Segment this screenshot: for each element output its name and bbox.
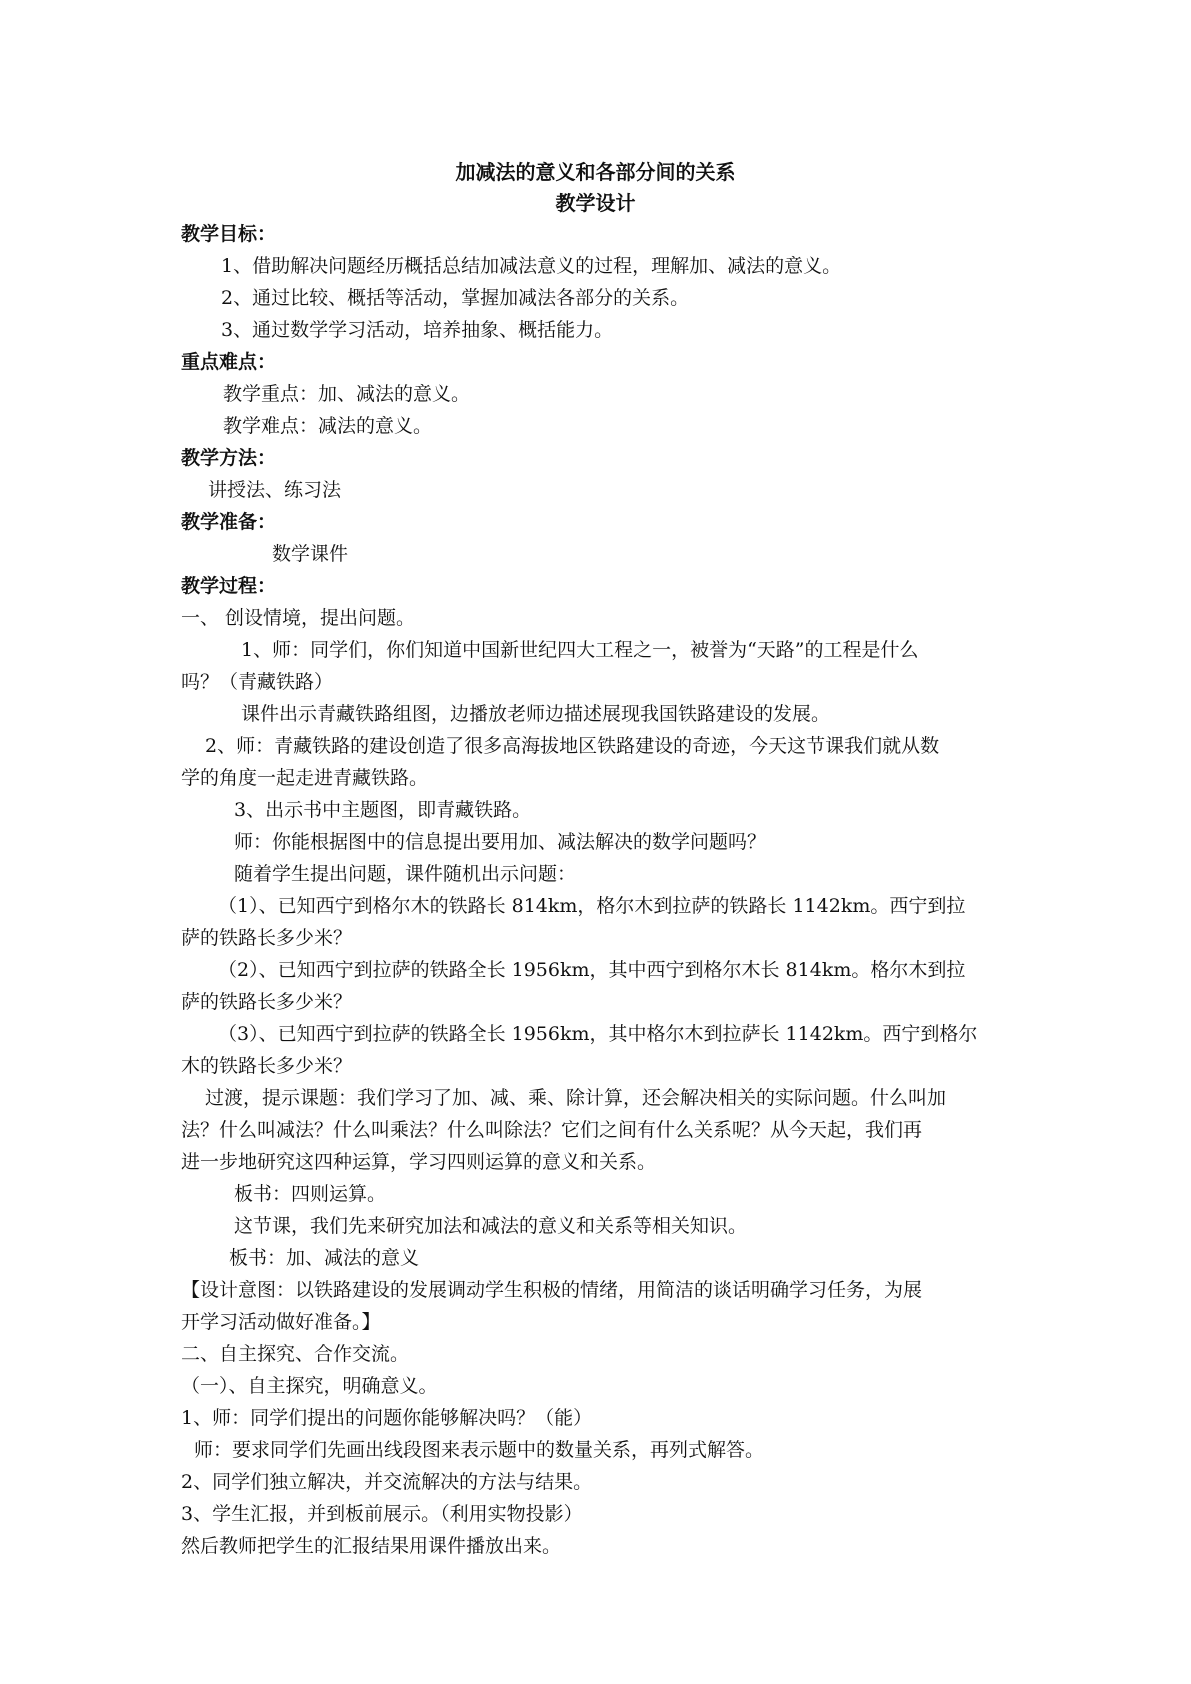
- body-line: 师：你能根据图中的信息提出要用加、减法解决的数学问题吗？: [234, 831, 767, 853]
- body-line: 课件出示青藏铁路组图，边播放老师边描述展现我国铁路建设的发展。: [241, 703, 831, 725]
- section-heading: 教学准备：: [181, 511, 277, 533]
- body-line: 1、师：同学们，你们知道中国新世纪四大工程之一，被誉为“天路”的工程是什么: [241, 639, 919, 661]
- body-line: 学的角度一起走进青藏铁路。: [181, 767, 429, 789]
- body-line: 过渡，提示课题：我们学习了加、减、乘、除计算，还会解决相关的实际问题。什么叫加: [205, 1087, 947, 1109]
- body-line: （2）、已知西宁到拉萨的铁路全长 1956km，其中西宁到格尔木长 814km。格尔木到拉: [218, 959, 966, 981]
- body-line: 法？什么叫减法？什么叫乘法？什么叫除法？它们之间有什么关系呢？从今天起，我们再: [181, 1119, 923, 1141]
- body-line: 教学重点：加、减法的意义。: [223, 383, 471, 405]
- body-line: 吗？（青藏铁路）: [181, 671, 334, 693]
- body-line: 板书：四则运算。: [234, 1183, 387, 1205]
- body-line: 2、师：青藏铁路的建设创造了很多高海拔地区铁路建设的奇迹，今天这节课我们就从数: [205, 735, 940, 757]
- section-heading: 教学目标：: [181, 223, 277, 245]
- body-line: 3、出示书中主题图，即青藏铁路。: [234, 799, 532, 821]
- section-heading: 教学方法：: [181, 447, 277, 469]
- body-line: 1、借助解决问题经历概括总结加减法意义的过程，理解加、减法的意义。: [221, 255, 842, 277]
- body-line: 萨的铁路长多少米？: [181, 927, 353, 949]
- body-line: 教学难点：减法的意义。: [223, 415, 433, 437]
- body-line: （3）、已知西宁到拉萨的铁路全长 1956km，其中格尔木到拉萨长 1142km。西宁到格尔: [218, 1023, 978, 1045]
- body-line: 师：要求同学们先画出线段图来表示题中的数量关系，再列式解答。: [194, 1439, 765, 1461]
- body-line: 讲授法、练习法: [208, 479, 342, 501]
- body-line: 一、 创设情境，提出问题。: [181, 607, 416, 629]
- body-line: 木的铁路长多少米？: [181, 1055, 353, 1077]
- body-line: 这节课，我们先来研究加法和减法的意义和关系等相关知识。: [234, 1215, 748, 1237]
- body-line: 二、自主探究、合作交流。: [181, 1343, 410, 1365]
- body-line: 然后教师把学生的汇报结果用课件播放出来。: [181, 1535, 562, 1557]
- body-line: 开学习活动做好准备。】: [181, 1311, 381, 1333]
- body-line: （一）、自主探究，明确意义。: [181, 1375, 438, 1397]
- body-line: 1、师：同学们提出的问题你能够解决吗？（能）: [181, 1407, 593, 1429]
- body-line: 板书：加、减法的意义: [229, 1247, 420, 1269]
- section-heading: 重点难点：: [181, 351, 277, 373]
- body-line: 3、通过数学学习活动，培养抽象、概括能力。: [221, 319, 614, 341]
- section-heading: 教学过程：: [181, 575, 277, 597]
- body-line: 2、同学们独立解决，并交流解决的方法与结果。: [181, 1471, 593, 1493]
- body-line: 【设计意图：以铁路建设的发展调动学生积极的情绪，用简洁的谈话明确学习任务，为展: [181, 1279, 923, 1301]
- body-line: 2、通过比较、概括等活动，掌握加减法各部分的关系。: [221, 287, 690, 309]
- body-line: 数学课件: [272, 543, 349, 565]
- body-line: 3、学生汇报，并到板前展示。（利用实物投影）: [181, 1503, 583, 1525]
- body-line: 进一步地研究这四种运算，学习四则运算的意义和关系。: [181, 1151, 657, 1173]
- body-line: （1）、已知西宁到格尔木的铁路长 814km，格尔木到拉萨的铁路长 1142km。西宁到拉: [218, 895, 966, 917]
- document-subtitle: 教学设计: [555, 191, 636, 215]
- body-line: 随着学生提出问题，课件随机出示问题：: [234, 863, 577, 885]
- body-line: 萨的铁路长多少米？: [181, 991, 353, 1013]
- document-title: 加减法的意义和各部分间的关系: [455, 160, 736, 184]
